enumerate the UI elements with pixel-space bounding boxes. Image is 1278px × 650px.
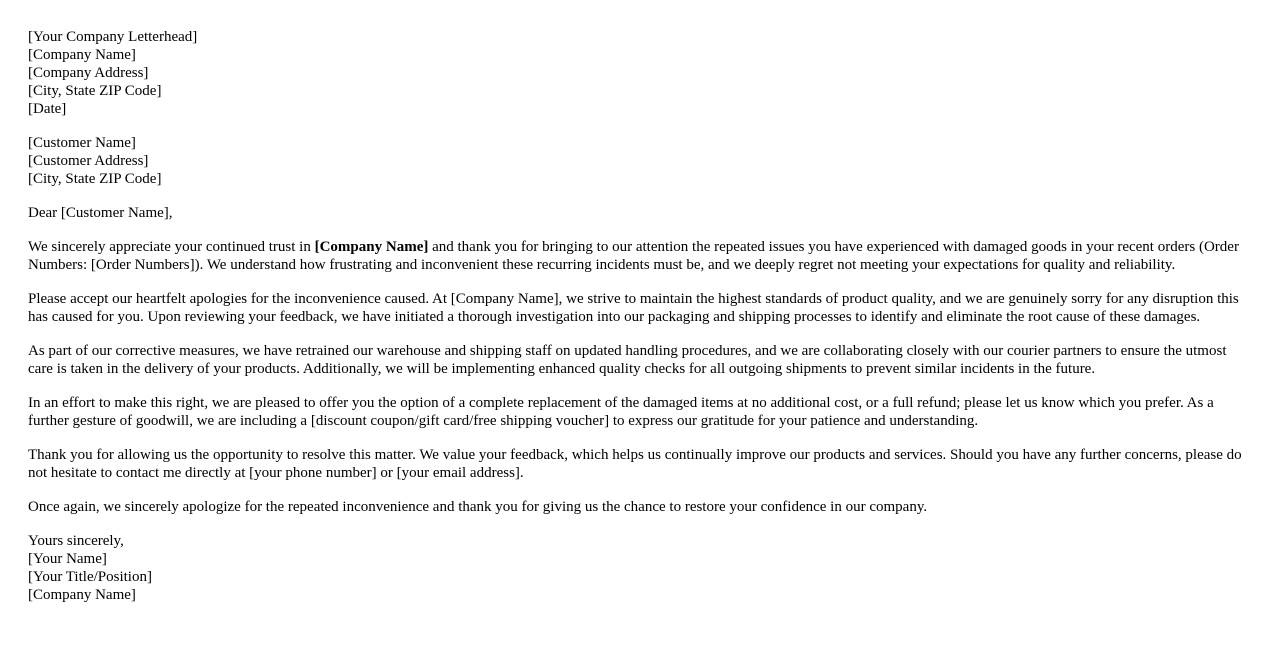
sender-company-name: [Company Name]: [28, 47, 136, 63]
letter-date: [Date]: [28, 101, 67, 117]
body-paragraph-1: [28, 238, 1253, 274]
recipient-address: [Customer Address]: [28, 153, 149, 169]
paragraph-1-intro: We sincerely appreciate your continued trust in: [28, 239, 315, 255]
signer-title: [Your Title/Position]: [28, 569, 152, 585]
sender-block: [28, 28, 1253, 118]
signer-company: [Company Name]: [28, 587, 136, 603]
recipient-city-state-zip: [City, State ZIP Code]: [28, 171, 162, 187]
recipient-name: [Customer Name]: [28, 135, 136, 151]
closing-block: [28, 532, 1253, 604]
signer-name: [Your Name]: [28, 551, 107, 567]
body-paragraph-5: Thank you for allowing us the opportunity to resolve this matter. We value your feedback, which helps us continually improve our products and services. Should you have any further concerns, please do not hesitate to contact me directly at [your phone number] or [your email address].: [28, 447, 1242, 481]
recipient-block: [28, 134, 1253, 188]
company-name-bold: [Company Name]: [314, 239, 429, 255]
body-paragraph-6: Once again, we sincerely apologize for the repeated inconvenience and thank you for giving us the chance to restore your confidence in our company.: [28, 499, 928, 515]
letter-document: [28, 28, 1253, 620]
body-paragraph-4: In an effort to make this right, we are pleased to offer you the option of a complete replacement of the damaged items at no additional cost, or a full refund; please let us know which you prefer. As a further gesture of goodwill, we are including a [discount coupon/gift card/free shipping voucher] to express our gratitude for your patience and understanding.: [28, 395, 1214, 429]
body-paragraph-2: Please accept our heartfelt apologies for the inconvenience caused. At [Company Name], we strive to maintain the highest standards of product quality, and we are genuinely sorry for any disruption this has caused for you. Upon reviewing your feedback, we have initiated a thorough investigation into our packaging and shipping processes to identify and eliminate the root cause of these damages.: [28, 291, 1239, 325]
valediction: Yours sincerely,: [28, 533, 124, 549]
body-paragraph-3: As part of our corrective measures, we have retrained our warehouse and shipping staff on updated handling procedures, and we are collaborating closely with our courier partners to ensure the utmost care is taken in the delivery of your products. Additionally, we will be implementing enhanced quality checks for all outgoing shipments to prevent similar incidents in the future.: [28, 343, 1227, 377]
salutation: Dear [Customer Name],: [28, 205, 173, 221]
sender-letterhead: [Your Company Letterhead]: [28, 29, 198, 45]
sender-city-state-zip: [City, State ZIP Code]: [28, 83, 162, 99]
paragraph-1-rest: and thank you for bringing to our attention the repeated issues you have experienced with damaged goods in your recent orders (Order Numbers: [Order Numbers]). We understand how frustrating and inconvenient these recurring incidents must be, and we deeply regret not meeting your expectations for quality and reliability.: [28, 239, 1239, 273]
sender-company-address: [Company Address]: [28, 65, 149, 81]
